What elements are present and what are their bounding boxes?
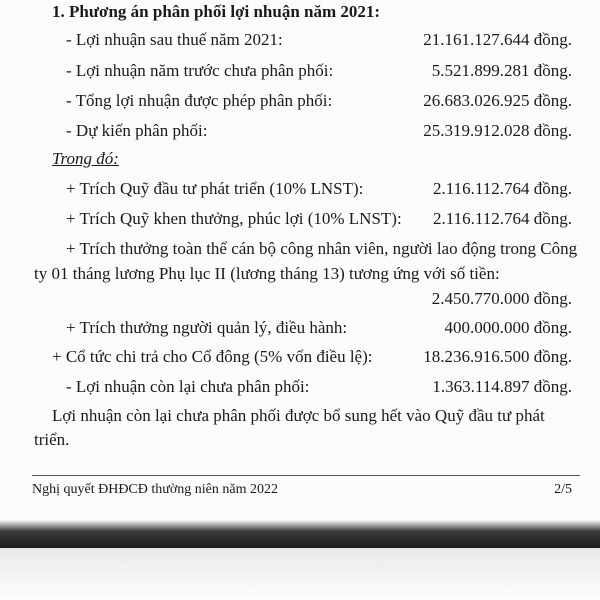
- row-amount: 18.236.916.500 đồng.: [423, 347, 572, 366]
- row-amount: 400.000.000 đồng.: [444, 318, 572, 337]
- background-below-page: [0, 548, 600, 600]
- row-label: - Lợi nhuận năm trước chưa phân phối:: [66, 61, 334, 80]
- row-amount: 2.116.112.764 đồng.: [433, 179, 572, 198]
- row-label: + Cổ tức chi trả cho Cổ đông (5% vốn điều lệ):: [52, 347, 373, 366]
- page-number: 2/5: [554, 482, 572, 497]
- closing-line1: Lợi nhuận còn lại chưa phân phối được bổ sung hết vào Quỹ đầu tư phát: [52, 406, 545, 425]
- bonus-paragraph-line1: + Trích thưởng toàn thể cán bộ công nhân viên, người lao động trong Công: [66, 239, 578, 258]
- row-amount: 5.521.899.281 đồng.: [431, 61, 572, 80]
- row-label: - Tổng lợi nhuận được phép phân phối:: [66, 91, 333, 110]
- row-amount: 1.363.114.897 đồng.: [432, 377, 572, 396]
- footer-title: Nghị quyết ĐHĐCĐ thường niên năm 2022: [32, 482, 278, 497]
- row-label: - Lợi nhuận sau thuế năm 2021:: [66, 30, 283, 49]
- section-title: [0, 0, 600, 24]
- section-title-text: 1. Phương án phân phối lợi nhuận năm 2021:: [52, 2, 381, 21]
- row-amount: 26.683.026.925 đồng.: [423, 91, 572, 110]
- row-label: + Trích Quỹ đầu tư phát triển (10% LNST):: [66, 179, 364, 198]
- row-amount: 25.319.912.028 đồng.: [423, 121, 572, 140]
- fund-row: [0, 207, 600, 231]
- more-row: [0, 316, 600, 340]
- footer-divider: [32, 475, 580, 476]
- page-edge-shadow: [0, 520, 600, 548]
- row-amount: 2.116.112.764 đồng.: [433, 209, 572, 228]
- trong-do-text: Trong đó:: [52, 149, 119, 168]
- trong-do-label: [0, 147, 600, 171]
- more-row: [0, 345, 600, 369]
- closing-line2: triển.: [34, 430, 70, 449]
- row-label: + Trích thưởng người quản lý, điều hành:: [66, 318, 348, 337]
- summary-row: [0, 59, 600, 83]
- row-amount: 21.161.127.644 đồng.: [423, 30, 572, 49]
- summary-row: [0, 119, 600, 143]
- more-row: [0, 375, 600, 399]
- fund-row: [0, 177, 600, 201]
- row-label: + Trích Quỹ khen thưởng, phúc lợi (10% LNST):: [66, 209, 402, 228]
- summary-row: [0, 28, 600, 52]
- row-label: - Dự kiến phân phối:: [66, 121, 208, 140]
- bonus-paragraph-line2: ty 01 tháng lương Phụ lục II (lương tháng 13) tương ứng với số tiền:: [34, 264, 500, 283]
- bonus-amount: 2.450.770.000 đồng.: [431, 289, 572, 308]
- row-label: - Lợi nhuận còn lại chưa phân phối:: [66, 377, 310, 396]
- summary-row: [0, 89, 600, 113]
- bonus-amount-row: [0, 287, 600, 311]
